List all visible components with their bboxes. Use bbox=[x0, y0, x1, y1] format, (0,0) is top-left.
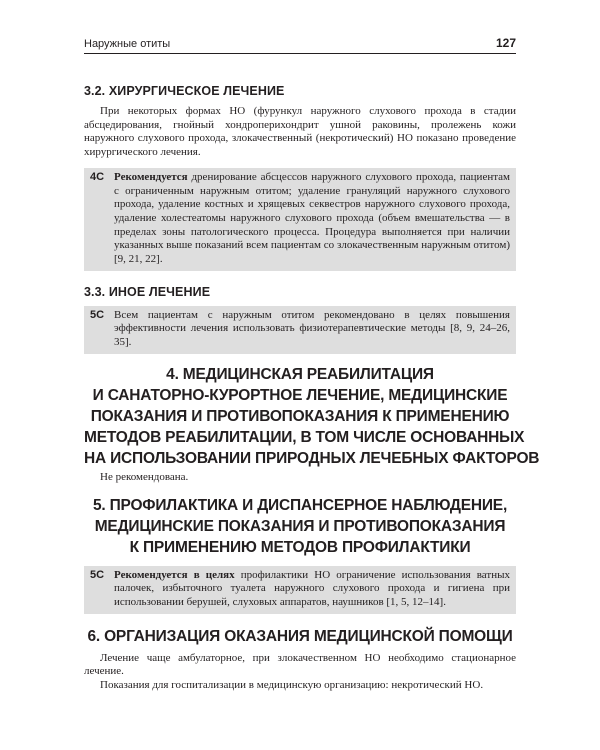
heading-line: МЕДИЦИНСКИЕ ПОКАЗАНИЯ И ПРОТИВОПОКАЗАНИЯ bbox=[94, 517, 506, 535]
heading-line: К ПРИМЕНЕНИЮ МЕТОДОВ ПРОФИЛАКТИКИ bbox=[129, 538, 471, 556]
heading-line: И САНАТОРНО-КУРОРТНОЕ ЛЕЧЕНИЕ, МЕДИЦИНСКИЕ bbox=[92, 386, 508, 404]
care-paragraph: Лечение чаще амбулаторное, при злокачественном НО необходимо стационарное лечение. bbox=[84, 651, 516, 678]
page-number: 127 bbox=[495, 36, 516, 50]
hospitalization-paragraph: Показания для госпитализации в медицинскую организацию: некротический НО. bbox=[100, 679, 484, 692]
running-header bbox=[84, 36, 516, 54]
recommendation-box-5c-physio bbox=[84, 306, 516, 354]
rehab-paragraph: Не рекомендована. bbox=[100, 470, 189, 483]
surgery-paragraph: При некоторых формах НО (фурункул наружного слухового прохода в стадии абсцедирования, гнойный хондроперихондрит ушной раковины, пролежень кожи наружного слухового прохода, злокачественный (некротический) НО показано проведение хирургического лечения. bbox=[84, 105, 516, 159]
heading-line: ПОКАЗАНИЯ И ПРОТИВОПОКАЗАНИЯ К ПРИМЕНЕНИЮ bbox=[90, 407, 510, 425]
heading-line: МЕТОДОВ РЕАБИЛИТАЦИИ, В ТОМ ЧИСЛЕ ОСНОВАННЫХ bbox=[84, 428, 525, 446]
section-6-heading bbox=[84, 626, 516, 647]
section-5-heading bbox=[84, 495, 516, 558]
evidence-grade-badge: 5С bbox=[90, 308, 105, 321]
recommendation-box-4c bbox=[84, 168, 516, 271]
recommendation-box-5c-prevention bbox=[84, 566, 516, 614]
recommendation-lead: Рекомендуется в целях bbox=[114, 568, 235, 581]
evidence-grade-badge: 4С bbox=[90, 170, 105, 183]
document-page bbox=[84, 36, 540, 693]
recommendation-text: профилактики НО ограничение использования ватных палочек, избыточного туалета наружного слухового прохода и гигиена при использовании берушей, слуховых аппаратов, наушников [1, 5, 12–14]. bbox=[114, 568, 510, 608]
running-title: Наружные отиты bbox=[84, 38, 171, 50]
recommendation-lead: Рекомендуется bbox=[114, 170, 188, 183]
recommendation-text: дренирование абсцессов наружного слухового прохода, пациентам с ограниченным наружным отитом; удаление грануляций наружного слухового прохода, удаление костных и хрящевых секвестров наружного слухового прохода, удаление холестеатомы наружного слухового прохода (объем вмешательства — в пределах зоны патологического процесса. Процедура выполняется при наличии указанных выше показаний всем пациентам со злокачественным наружным отитом) [9, 21, 22]. bbox=[114, 170, 510, 266]
heading-line: 6. ОРГАНИЗАЦИЯ ОКАЗАНИЯ МЕДИЦИНСКОЙ ПОМОЩИ bbox=[87, 627, 513, 645]
section-4-heading bbox=[84, 364, 540, 469]
section-3-3-heading: 3.3. ИНОЕ ЛЕЧЕНИЕ bbox=[84, 284, 211, 299]
heading-line: 4. МЕДИЦИНСКАЯ РЕАБИЛИТАЦИЯ bbox=[166, 365, 434, 383]
section-3-2-heading: 3.2. ХИРУРГИЧЕСКОЕ ЛЕЧЕНИЕ bbox=[84, 84, 285, 98]
heading-line: НА ИСПОЛЬЗОВАНИИ ПРИРОДНЫХ ЛЕЧЕБНЫХ ФАКТОРОВ bbox=[84, 449, 540, 467]
evidence-grade-badge: 5С bbox=[90, 568, 105, 581]
recommendation-text: Всем пациентам с наружным отитом рекомендовано в целях повышения эффективности лечения использовать физиотерапевтические методы [8, 9, 24–26, 35]. bbox=[114, 308, 510, 349]
heading-line: 5. ПРОФИЛАКТИКА И ДИСПАНСЕРНОЕ НАБЛЮДЕНИЕ, bbox=[92, 496, 508, 514]
